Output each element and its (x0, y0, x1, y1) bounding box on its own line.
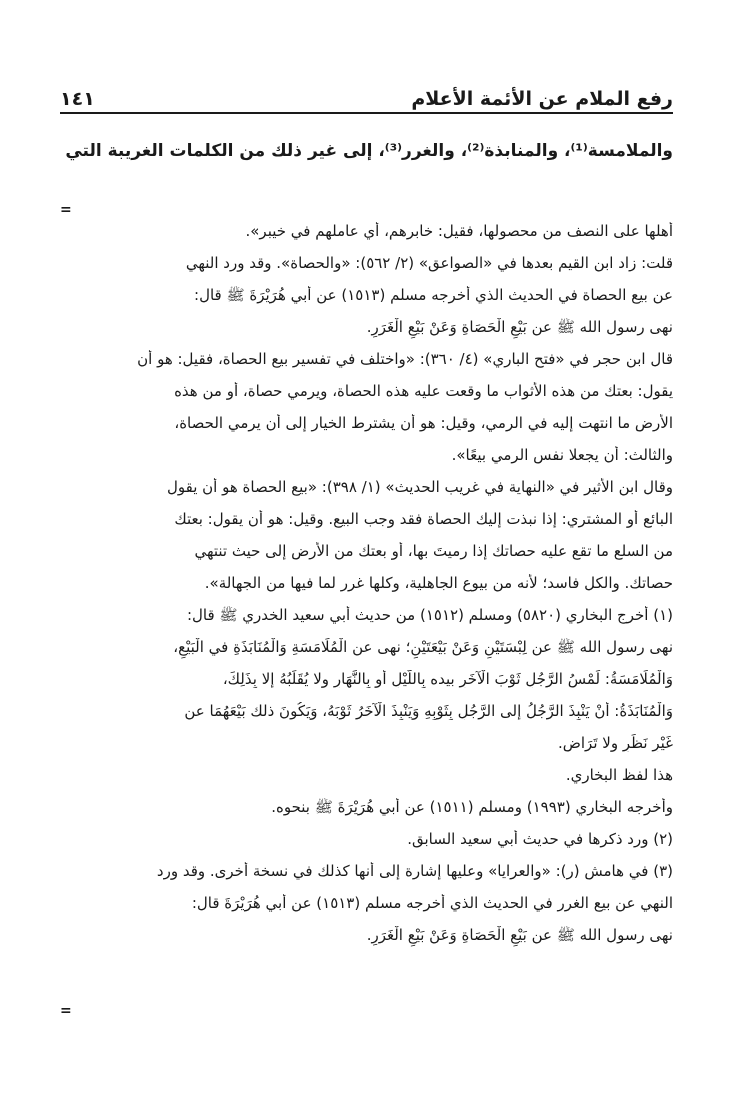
footnote-line: وَالْمُنَابَذَةُ: أَنْ يَنْبِذَ الرَّجُلُ إلى الرَّجُلِ بِثَوْبِهِ وَيَنْبِذَ الْآخَرُ ثَوْبَهُ، وَيَكُونَ ذلك بَيْعَهُمَا عن (184, 702, 673, 720)
footnote-line: وأخرجه البخاري (١٩٩٣) ومسلم (١٥١١) عن أبي هُرَيْرَةَ ﷺ بنحوه. (271, 798, 673, 816)
footnote-line: والثالث: أن يجعلا نفس الرمي بيعًا». (451, 446, 673, 464)
page-header (60, 78, 673, 114)
footnote-line: من السلع ما تقع عليه حصاتك إذا رميتَ بها، أو بعتك من الأرض إلى حيث تنتهي (194, 542, 673, 560)
footnote-line: نهى رسول الله ﷺ عن بَيْعِ الْحَصَاةِ وَعَنْ بَيْعِ الْغَرَرِ. (366, 318, 673, 336)
footnote-line: وَالْمُلَامَسَةُ: لَمْسُ الرَّجُلِ ثَوْبَ الْآخَرِ بيده بِاللَّيْلِ أو بِالنَّهَارِ ولا يُقَلِّبُهُ إلا بِذَلِكَ، (222, 670, 673, 688)
footnote-line: أهلها على النصف من محصولها، فقيل: خابرهم، أي عاملهم في خيبر». (245, 222, 673, 240)
footnote-line: حصاتك. والكل فاسد؛ لأنه من بيوع الجاهلية، وكلها غرر لما فيها من الجهالة». (204, 574, 673, 592)
continuation-mark-top: = (60, 202, 72, 218)
footnote-line: قلت: زاد ابن القيم بعدها في «الصواعق» (٢/ ٥٦٢): «والحصاة». وقد ورد النهي (185, 254, 673, 272)
footnote-line: وقال ابن الأثير في «النهاية في غريب الحديث» (١/ ٣٩٨): «بيع الحصاة هو أن يقول (166, 478, 673, 496)
footnote-line: هذا لفظ البخاري. (565, 766, 673, 784)
footnote-line: عن بيع الحصاة في الحديث الذي أخرجه مسلم (١٥١٣) عن أبي هُرَيْرَةَ ﷺ قال: (194, 286, 673, 304)
footnote-line: نهى رسول الله ﷺ عن لِبْسَتَيْنِ وَعَنْ بَيْعَتَيْنِ؛ نهى عن الْمُلَامَسَةِ وَالْمُنَابَذَةِ في الْبَيْعِ، (173, 638, 673, 656)
footnote-line: غَيْرِ نَظَرٍ ولا تَرَاضٍ. (557, 734, 673, 752)
footnote-line: الأرض ما انتهت إليه في الرمي، وقيل: هو أن يشترط الخيار إلى أن يرمي الحصاة، (174, 414, 673, 432)
footnote-line: (٣) في هامش (ر): «والعرايا» وعليها إشارة إلى أنها كذلك في نسخة أخرى. وقد ورد (156, 862, 673, 880)
footnote-line: يقول: بعتك من هذه الأثواب ما وقعت عليه هذه الحصاة، ويرمي حصاة، أو من هذه (174, 382, 673, 400)
footnote-line: (١) أخرج البخاري (٥٨٢٠) ومسلم (١٥١٢) من حديث أبي سعيد الخدري ﷺ قال: (186, 606, 673, 624)
book-title: رفع الملام عن الأئمة الأعلام (411, 88, 673, 110)
main-text-line: والملامسة⁽¹⁾، والمنابذة⁽²⁾، والغرر⁽³⁾، إلى غير ذلك من الكلمات الغريبة التي (65, 141, 673, 161)
continuation-mark-bottom: = (60, 1003, 72, 1019)
page-number: ١٤١ (60, 88, 95, 110)
footnote-line: النهي عن بيع الغرر في الحديث الذي أخرجه مسلم (١٥١٣) عن أبي هُرَيْرَةَ قال: (191, 894, 673, 912)
footnote-line: نهى رسول الله ﷺ عن بَيْعِ الْحَصَاةِ وَعَنْ بَيْعِ الْغَرَرِ. (366, 926, 673, 944)
footnote-line: البائع أو المشتري: إذا نبذت إليك الحصاة فقد وجب البيع. وقيل: هو أن يقول: بعتك (174, 510, 673, 528)
footnote-line: قال ابن حجر في «فتح الباري» (٤/ ٣٦٠): «واختلف في تفسير بيع الحصاة، فقيل: هو أن (137, 350, 673, 368)
footnote-line: (٢) ورد ذكرها في حديث أبي سعيد السابق. (407, 830, 673, 848)
